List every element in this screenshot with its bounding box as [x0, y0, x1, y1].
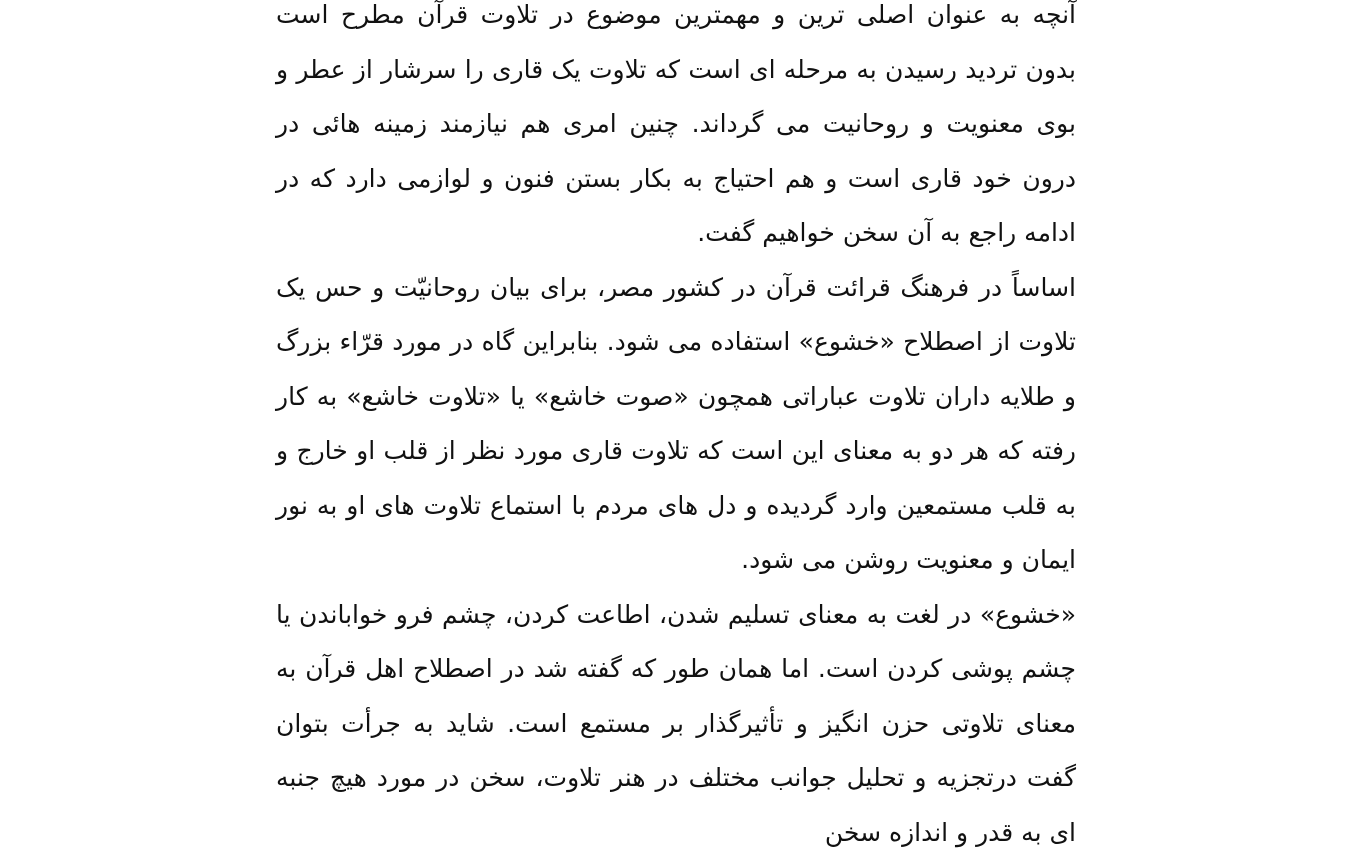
- paragraph-khoshoo-term: اساساً در فرهنگ قرائت قرآن در کشور مصر، برای بیان روحانیّت و حس یک تلاوت از اصطلاح «خشوع» استفاده می شود. بنابراین گاه در مورد قرّاء بزرگ و طلایه داران تلاوت عباراتی همچون «صوت خاشع» یا «تلاوت خاشع» به کار رفته که هر دو به معنای این است که تلاوت قاری مورد نظر از قلب او خارج و به قلب مستمعین وارد گردیده و دل های مردم با استماع تلاوت های او به نور ایمان و معنویت روشن می شود.: [276, 261, 1076, 588]
- paragraph-intro: آنچه به عنوان اصلی ترین و مهمترین موضوع در تلاوت قرآن مطرح است بدون تردید رسیدن به مرحله ای است که تلاوت یک قاری را سرشار از عطر و بوی معنویت و روحانیت می گرداند. چنین امری هم نیازمند زمینه هائی در درون خود قاری است و هم احتیاج به بکار بستن فنون و لوازمی دارد که در ادامه راجع به آن سخن خواهیم گفت.: [276, 0, 1076, 261]
- text-column: [276, 0, 1076, 860]
- paragraph-khoshoo-definition: «خشوع» در لغت به معنای تسلیم شدن، اطاعت کردن، چشم فرو خواباندن یا چشم پوشی کردن است. اما همان طور که گفته شد در اصطلاح اهل قرآن به معنای تلاوتی حزن انگیز و تأثیرگذار بر مستمع است. شاید به جرأت بتوان گفت درتجزیه و تحلیل جوانب مختلف در هنر تلاوت، سخن در مورد هیچ جنبه ای به قدر و اندازه سخن: [276, 588, 1076, 860]
